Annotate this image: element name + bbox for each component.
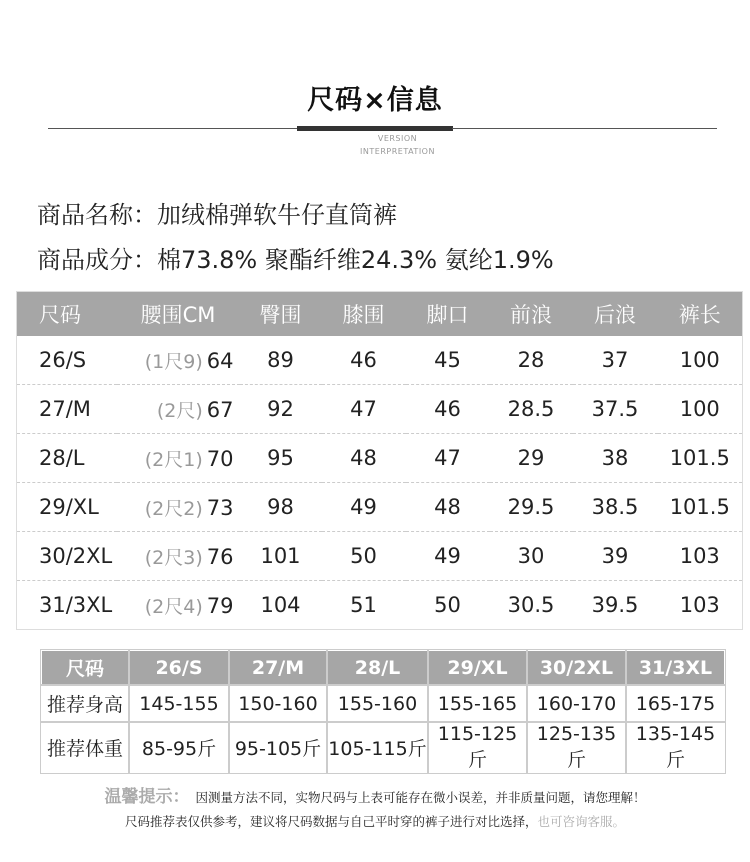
table-row [17,385,743,434]
cell-hem: 45 [406,336,490,385]
header-hem: 脚口 [406,292,490,337]
rec-weight-cell: 95-105斤 [229,722,327,773]
rec-header-col: 31/3XL [626,650,725,685]
cell-front-rise: 28 [490,336,573,385]
waist-value: 76 [206,544,234,569]
waist-note: (2尺4) [144,595,203,618]
cell-size: 30/2XL [17,532,117,581]
cell-back-rise: 37 [573,336,658,385]
subtitle-interpretation: INTERPRETATION [360,147,435,156]
cell-back-rise: 38.5 [573,483,658,532]
divider-right [452,128,717,129]
size-table [16,291,743,630]
notice-line-2 [0,812,750,830]
cell-knee: 50 [322,532,406,581]
cell-length: 100 [658,336,743,385]
rec-height-cell: 155-160 [327,685,428,722]
cell-back-rise: 39 [573,532,658,581]
cell-size: 29/XL [17,483,117,532]
cell-waist [117,336,240,385]
cell-knee: 51 [350,593,377,617]
divider-center [297,126,453,131]
cell-back-rise: 37.5 [573,385,658,434]
cell-hem: 50 [434,593,461,617]
rec-height-cell: 145-155 [129,685,229,722]
rec-header-col: 27/M [229,650,327,685]
header-size: 尺码 [17,292,117,337]
rec-height-cell: 150-160 [229,685,327,722]
cell-hem: 48 [406,483,490,532]
cell-length: 101.5 [658,483,743,532]
waist-note: (2尺) [156,399,203,422]
notice-line-1 [0,782,750,807]
rec-header-col: 26/S [129,650,229,685]
rec-weight-label: 推荐体重 [41,722,129,773]
header-waist: 腰围CM [117,292,240,337]
cell-waist [117,483,240,532]
rec-header-col: 30/2XL [527,650,626,685]
product-composition: 商品成分：棉73.8% 聚酯纤维24.3% 氨纶1.9% [37,246,554,274]
cell-hem: 47 [406,434,490,483]
subtitle-version: VERSION [377,134,418,143]
waist-note: (1尺9) [144,350,203,373]
waist-value: 73 [206,495,234,520]
rec-header-size: 尺码 [41,650,129,685]
table-row [17,336,743,385]
cell-hem: 49 [406,532,490,581]
cell-length: 103 [679,593,720,617]
rec-height-cell: 160-170 [527,685,626,722]
rec-height-cell: 165-175 [626,685,725,722]
table-row [17,581,743,630]
waist-note: (2尺2) [144,497,203,520]
rec-weight-row [41,722,725,773]
rec-height-row [41,685,725,722]
header-back-rise: 后浪 [573,292,658,337]
cell-back-rise: 39.5 [591,593,639,617]
rec-weight-cell: 105-115斤 [327,722,428,773]
rec-weight-cell: 135-145斤 [626,722,725,773]
cell-knee: 46 [322,336,406,385]
notice-text-1: 因测量方法不同，实物尺码与上表可能存在微小误差，并非质量问题，请您理解！ [195,790,646,805]
cell-knee: 49 [322,483,406,532]
rec-height-label: 推荐身高 [41,685,129,722]
waist-value: 64 [206,348,234,373]
header-knee: 膝围 [322,292,406,337]
cell-front-rise: 29 [490,434,573,483]
cell-length: 101.5 [658,434,743,483]
cell-hip: 89 [240,336,322,385]
cell-front-rise: 30.5 [507,593,555,617]
waist-value: 79 [206,593,234,618]
cell-front-rise: 28.5 [490,385,573,434]
rec-height-cell: 155-165 [428,685,527,722]
page-title: 尺码×信息 [307,85,443,116]
divider-left [48,128,298,129]
cell-length: 103 [658,532,743,581]
rec-weight-cell: 85-95斤 [129,722,229,773]
cell-knee: 48 [322,434,406,483]
table-row [17,434,743,483]
cell-knee: 47 [322,385,406,434]
cell-waist [117,434,240,483]
cell-front-rise: 30 [490,532,573,581]
table-row [17,532,743,581]
waist-value: 70 [206,446,234,471]
cell-size: 27/M [17,385,117,434]
table-row [17,483,743,532]
rec-header-col: 29/XL [428,650,527,685]
notice-hint-label: 温馨提示： [104,787,190,807]
rec-weight-cell: 125-135斤 [527,722,626,773]
waist-note: (2尺1) [144,448,203,471]
cell-back-rise: 38 [573,434,658,483]
cell-waist [117,581,240,630]
product-name: 商品名称：加绒棉弹软牛仔直筒裤 [37,201,397,229]
cell-hip: 92 [240,385,322,434]
rec-header-row [41,650,725,685]
header-length: 裤长 [658,292,743,337]
cell-front-rise: 29.5 [490,483,573,532]
header-front-rise: 前浪 [490,292,573,337]
waist-note: (2尺3) [144,546,203,569]
recommendation-table [40,649,726,774]
cell-hip: 101 [240,532,322,581]
cell-size: 26/S [17,336,117,385]
cell-waist [117,532,240,581]
size-table-header [17,292,743,337]
notice-contact-service: 也可咨询客服。 [537,814,626,829]
cell-size: 31/3XL [39,593,113,617]
rec-weight-cell: 115-125斤 [428,722,527,773]
cell-hip: 98 [240,483,322,532]
cell-size: 28/L [17,434,117,483]
header-hip: 臀围 [240,292,322,337]
cell-hip: 95 [240,434,322,483]
waist-value: 67 [206,397,234,422]
cell-hem: 46 [406,385,490,434]
notice-text-2: 尺码推荐表仅供参考，建议将尺码数据与自己平时穿的裤子进行对比选择， [124,814,538,829]
cell-waist [117,385,240,434]
cell-hip: 104 [260,593,301,617]
rec-header-col: 28/L [327,650,428,685]
cell-length: 100 [658,385,743,434]
